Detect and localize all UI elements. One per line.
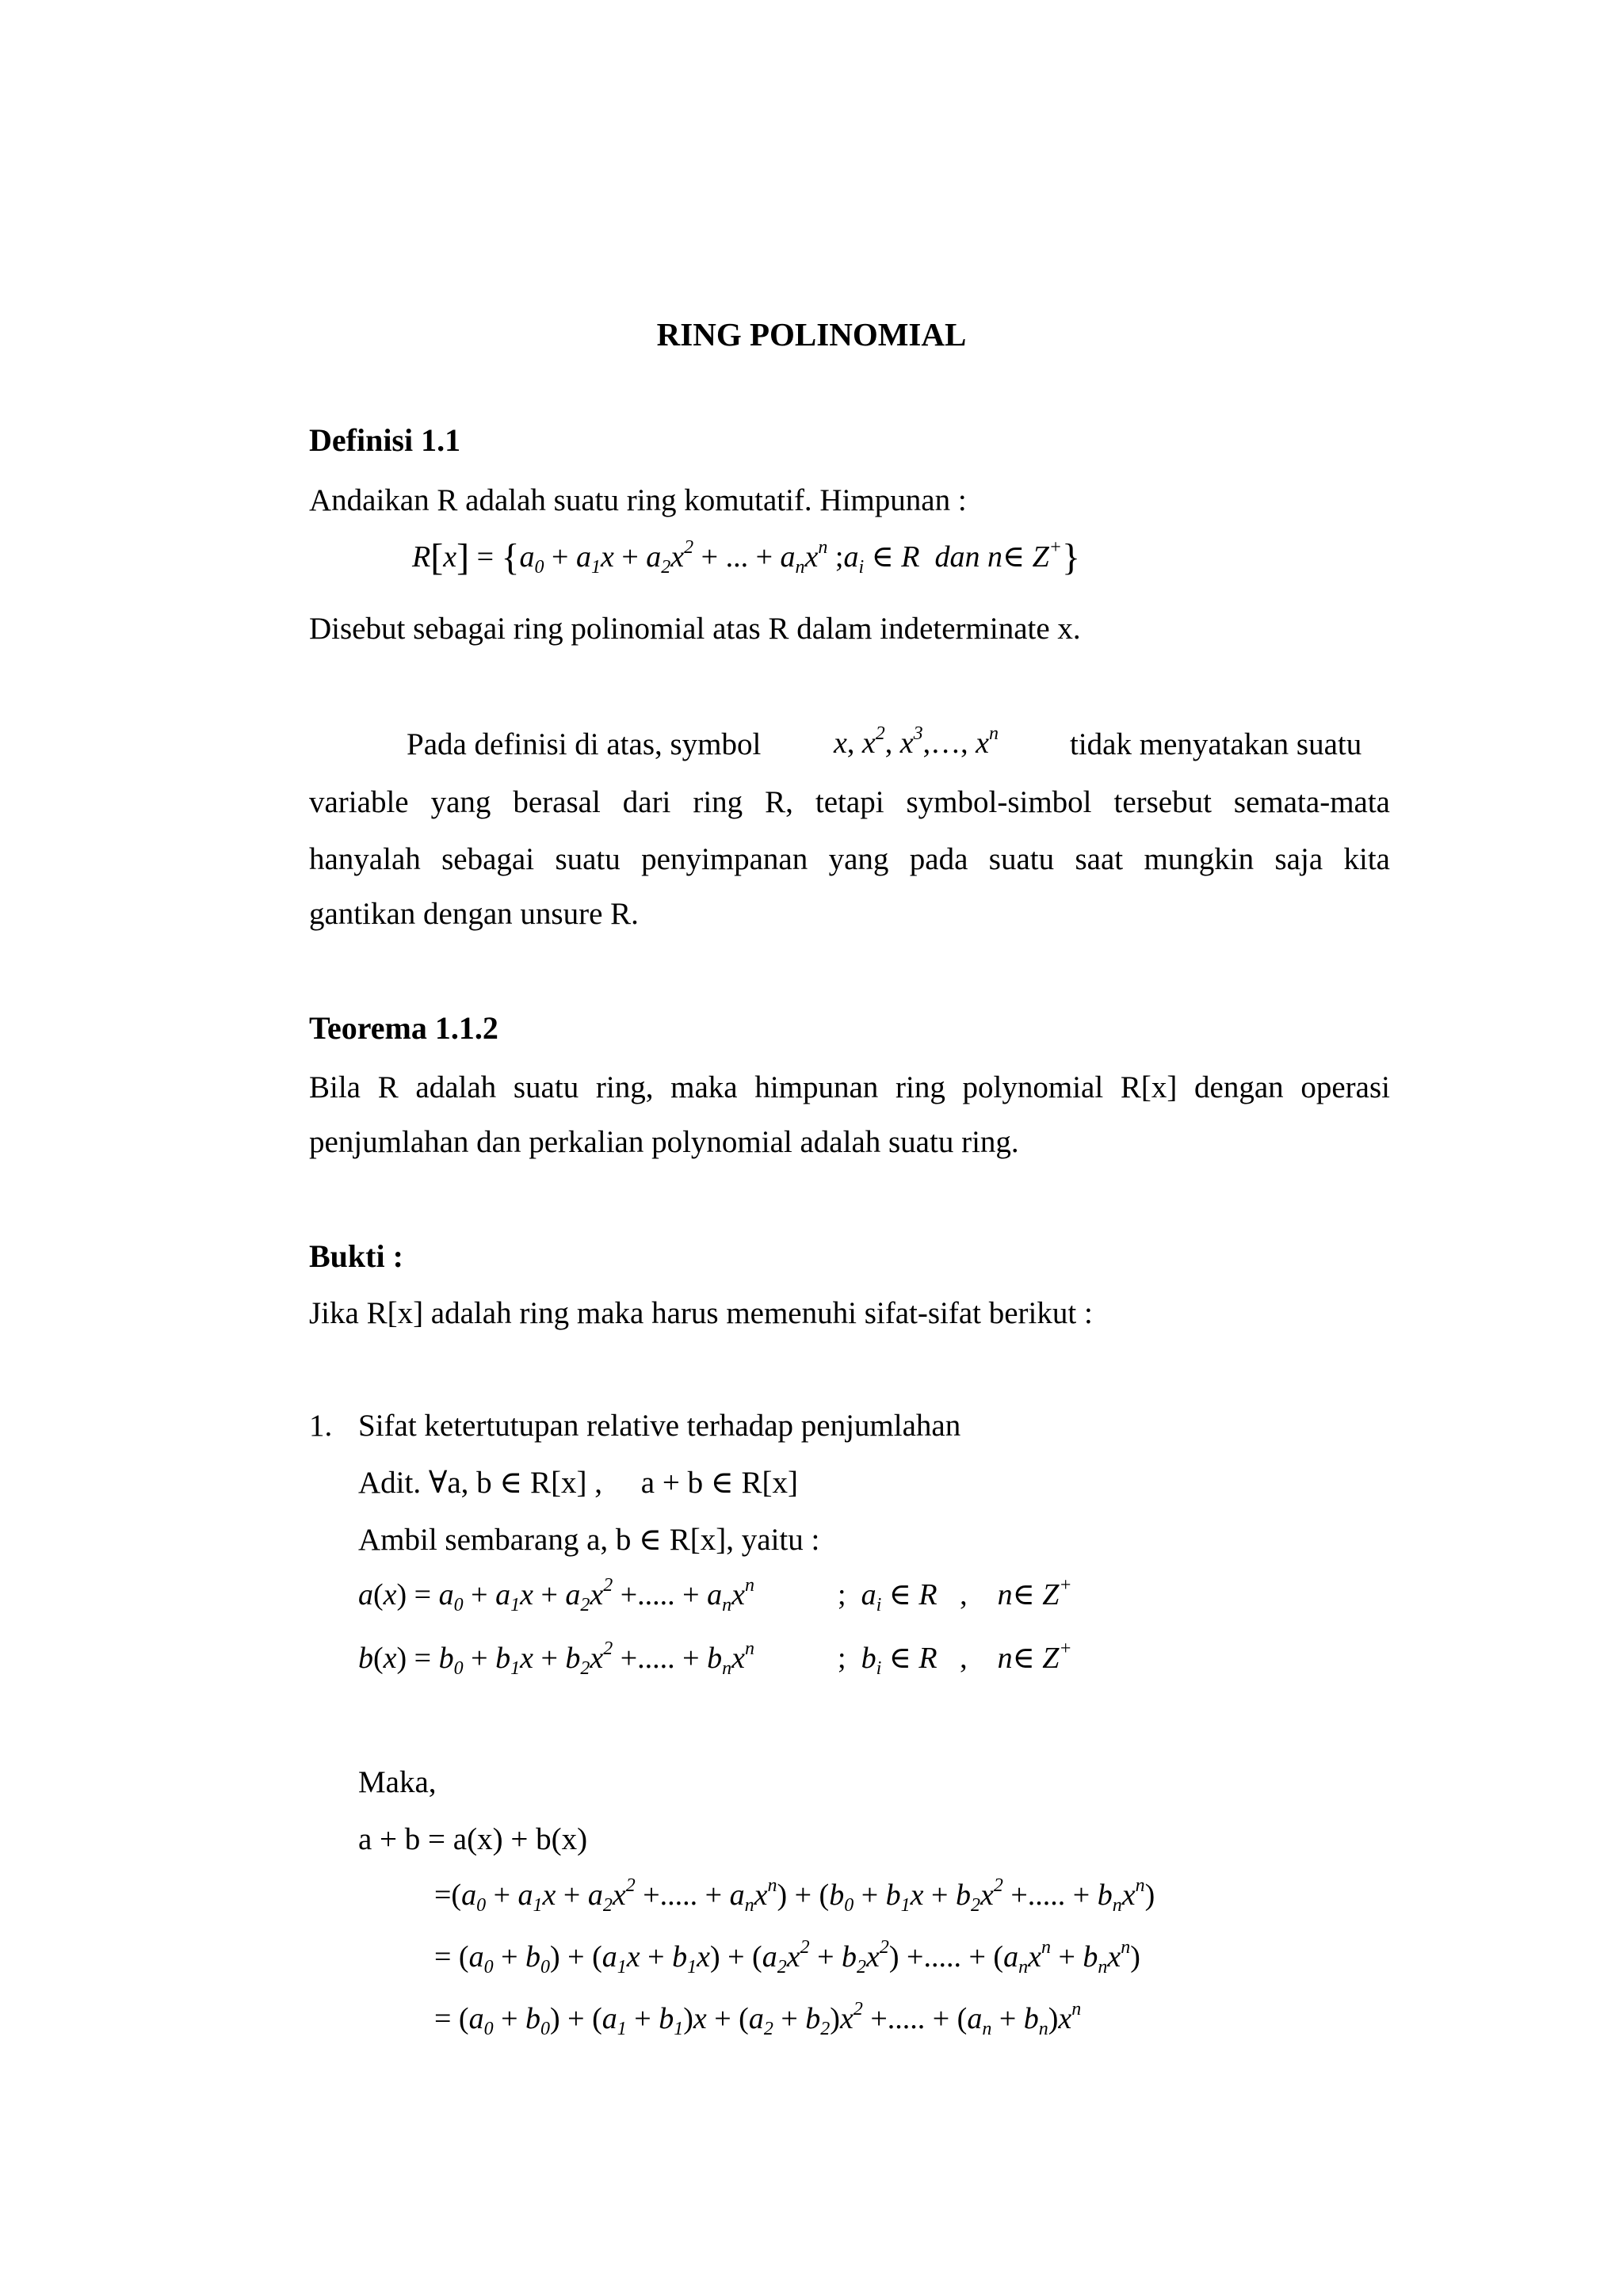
equation-a: $a(x) = a_0 + a_1x + a_2x^2$ +..... + $a_nx^n$ ; $a_i$ ∈ R , n∈ Z+ bbox=[358, 1575, 1072, 1615]
derivation-step-1: $=(a_0 + a_1x + a_2x^2$ +..... + $a_nx^n) + (b_0 + b_1x + b_2x^2$ +..... + $b_nx^n$) bbox=[434, 1875, 1155, 1916]
theorem-heading: Teorema 1.1.2 bbox=[309, 1010, 498, 1046]
paragraph-line1-start: Pada definisi di atas, symbol bbox=[407, 727, 762, 761]
equation-b: $b(x) = b_0 + b_1x + b_2x^2$ +..... + $b_nx^n$ ; $b_i$ ∈ R , n∈ Z+ bbox=[358, 1638, 1072, 1679]
sum-line: a + b = a(x) + b(x) bbox=[358, 1822, 588, 1856]
item-title: Sifat ketertutupan relative terhadap penjumlahan bbox=[358, 1409, 961, 1443]
item-number: 1. bbox=[309, 1409, 333, 1443]
definition-intro: Andaikan R adalah suatu ring komutatif. Himpunan : bbox=[309, 483, 967, 517]
derivation-step-3: = $(a_0 + b_0) + (a_1 + b_1)x + (a_2 + b_2)x^2$ +..... + $(a_n + b_n)x^n$ bbox=[434, 1999, 1082, 2039]
proof-intro: Jika R[x] adalah ring maka harus memenuhi sifat-sifat berikut : bbox=[309, 1296, 1093, 1330]
derivation-step-2: = $(a_0 + b_0) + (a_1x + b_1x) + (a_2x^2 + b_2x^2)$ +..... + $(a_nx^n + b_nx^n)$ bbox=[434, 1937, 1140, 1978]
paragraph-line2: variable yang berasal dari ring R, tetapi symbol-simbol tersebut semata-mata bbox=[309, 785, 1390, 819]
proof-heading: Bukti : bbox=[309, 1238, 403, 1274]
ambil-line: Ambil sembarang a, b ∈ R[x], yaitu : bbox=[358, 1523, 820, 1557]
adit-line: Adit. ∀a, b ∈ R[x] , a + b ∈ R[x] bbox=[358, 1466, 798, 1500]
definition-formula: $R[x] = \{a_0 + a_1x + a_2x^2$ + ... + $a_nx^n$ $;a_i$ ∈ R dan n∈ Z+} bbox=[412, 536, 1081, 578]
paragraph-line1-end: tidak menyatakan suatu bbox=[1070, 727, 1362, 761]
theorem-line2: penjumlahan dan perkalian polynomial adalah suatu ring. bbox=[309, 1125, 1019, 1159]
maka-line: Maka, bbox=[358, 1765, 437, 1799]
theorem-line1: Bila R adalah suatu ring, maka himpunan ring polynomial R[x] dengan operasi bbox=[309, 1070, 1390, 1104]
paragraph-line4: gantikan dengan unsure R. bbox=[309, 897, 639, 931]
symbol-sequence: x, $x^2$, $x^3,\dots$, $x^n$ bbox=[834, 723, 999, 760]
definition-heading: Definisi 1.1 bbox=[309, 422, 461, 458]
paragraph-line3: hanyalah sebagai suatu penyimpanan yang pada suatu saat mungkin saja kita bbox=[309, 842, 1390, 876]
page-title: RING POLINOMIAL bbox=[656, 316, 967, 353]
definition-closing: Disebut sebagai ring polinomial atas R dalam indeterminate x. bbox=[309, 612, 1081, 646]
